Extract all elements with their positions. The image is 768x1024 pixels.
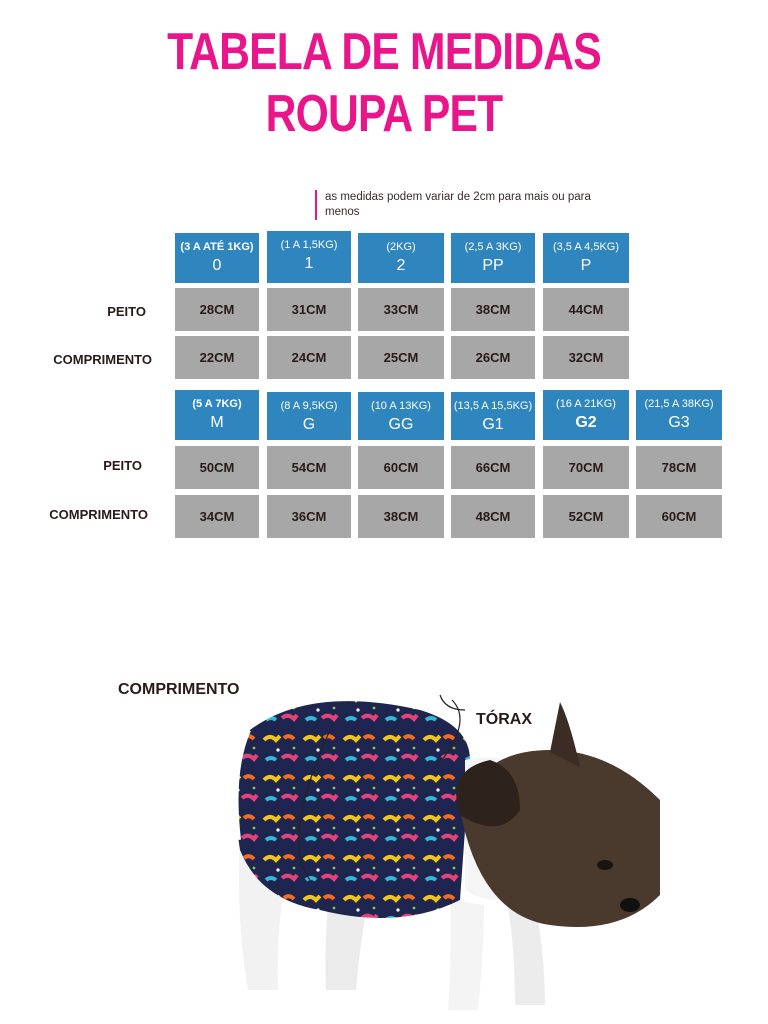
measurement-cell: 22CM [175, 336, 259, 379]
size-weight: (21,5 A 38KG) [644, 398, 714, 410]
measurement-cell: 66CM [451, 446, 535, 489]
row-label-chest: PEITO [103, 458, 142, 473]
measurement-cell: 25CM [358, 336, 444, 379]
size-header [267, 231, 351, 283]
measurement-cell: 60CM [636, 495, 722, 538]
length-label: COMPRIMENTO [118, 681, 240, 698]
size-header [358, 392, 444, 440]
page-title-line1: TABELA DE MEDIDAS [167, 23, 601, 81]
size-header [451, 233, 535, 283]
size-header [175, 390, 259, 440]
measurement-cell: 52CM [543, 495, 629, 538]
measurement-cell: 32CM [543, 336, 629, 379]
row-label-length: COMPRIMENTO [49, 507, 148, 522]
size-weight: (16 A 21KG) [556, 398, 616, 410]
size-code: M [210, 414, 224, 431]
chest-label: TÓRAX [476, 711, 532, 728]
measurement-cell: 48CM [451, 495, 535, 538]
size-header [451, 392, 535, 440]
size-header [267, 392, 351, 440]
size-weight: (3,5 A 4,5KG) [552, 241, 620, 253]
measurement-cell: 60CM [358, 446, 444, 489]
size-code: G1 [482, 416, 504, 433]
measurement-cell: 36CM [267, 495, 351, 538]
size-code: P [580, 257, 592, 274]
size-header [636, 390, 722, 440]
measurement-cell: 50CM [175, 446, 259, 489]
measurement-cell: 28CM [175, 288, 259, 331]
size-code: PP [482, 257, 504, 274]
measurement-cell: 44CM [543, 288, 629, 331]
dog-illustration [220, 690, 660, 1024]
measurement-note: as medidas podem variar de 2cm para mais ou para menos [315, 190, 605, 220]
size-code: G [302, 416, 316, 433]
size-weight: (3 A ATÉ 1KG) [180, 241, 254, 253]
size-header [175, 233, 259, 283]
size-weight: (2KG) [386, 241, 416, 253]
row-label-chest: PEITO [107, 304, 146, 319]
measurement-cell: 31CM [267, 288, 351, 331]
measurement-cell: 38CM [358, 495, 444, 538]
measurement-cell: 34CM [175, 495, 259, 538]
size-weight: (2,5 A 3KG) [464, 241, 522, 253]
size-header [543, 233, 629, 283]
size-weight: (8 A 9,5KG) [280, 400, 338, 412]
size-code: G2 [575, 414, 597, 431]
measurement-cell: 26CM [451, 336, 535, 379]
measurement-cell: 78CM [636, 446, 722, 489]
measurement-cell: 70CM [543, 446, 629, 489]
size-code: GG [388, 416, 414, 433]
size-weight: (10 A 13KG) [371, 400, 431, 412]
measurement-cell: 24CM [267, 336, 351, 379]
size-weight: (1 A 1,5KG) [280, 239, 338, 251]
size-weight: (13,5 A 15,5KG) [453, 400, 533, 412]
measurement-cell: 38CM [451, 288, 535, 331]
row-label-length: COMPRIMENTO [53, 352, 152, 367]
size-code: 0 [212, 257, 222, 274]
size-header [358, 233, 444, 283]
size-weight: (5 A 7KG) [192, 398, 242, 410]
size-code: G3 [668, 414, 690, 431]
size-code: 1 [304, 255, 314, 272]
size-code: 2 [396, 257, 406, 274]
page-title-line2: ROUPA PET [265, 85, 503, 143]
measurement-cell: 54CM [267, 446, 351, 489]
size-header [543, 390, 629, 440]
measurement-cell: 33CM [358, 288, 444, 331]
